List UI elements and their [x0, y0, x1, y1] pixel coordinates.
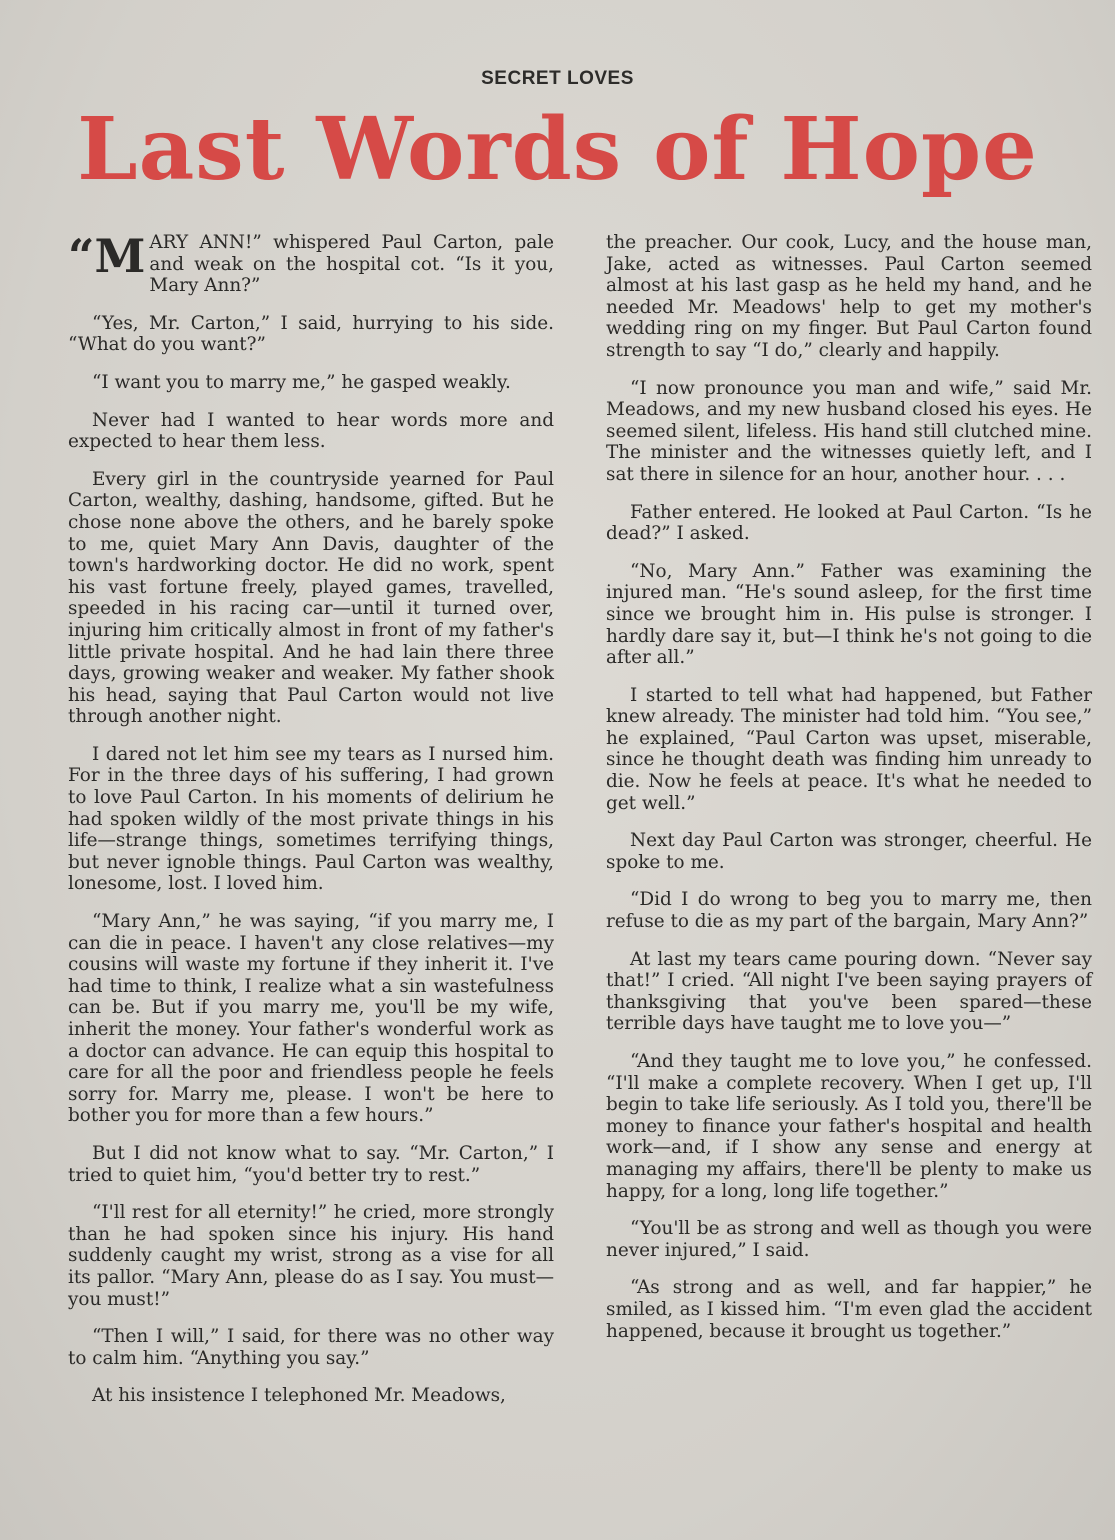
- paragraph: “As strong and as well, and far happier,” he smiled, as I kissed him. “I'm even glad the accident happened, because it brought us together.”: [606, 1277, 1092, 1342]
- drop-cap-letter: M: [94, 229, 146, 283]
- magazine-name: SECRET LOVES: [481, 68, 634, 89]
- paragraph: I dared not let him see my tears as I nursed him. For in the three days of his suffering, I had grown to love Paul Carton. In his moments of delirium he had spoken wildly of the most private things in his life—strange things, sometimes terrifying things, but never ignoble things. Paul Carton was wealthy, lonesome, lost. I loved him.: [68, 743, 554, 895]
- paragraph: “Mary Ann,” he was saying, “if you marry me, I can die in peace. I haven't any close relatives—my cousins will waste my fortune if they inherit it. I've had time to think, I realize what a sin wastefulness can be. But if you marry me, you'll be my wife, inherit the money. Your father's wonderful work as a doctor can advance. He can equip this hospital to care for all the poor and friendless people he feels sorry for. Marry me, please. I won't be here to bother you for more than a few hours.”: [68, 911, 554, 1127]
- opening-paragraph: [68, 229, 554, 297]
- paragraph: “And they taught me to love you,” he confessed. “I'll make a complete recovery. When I get up, I'll begin to take life seriously. As I told you, there'll be money to finance your father's hospital and health work—and, if I show any sense and energy at managing my affairs, there'll be plenty to make us happy, for a long, long life together.”: [606, 1051, 1092, 1202]
- paragraph: “No, Mary Ann.” Father was examining the injured man. “He's sound asleep, for the first time since we brought him in. His pulse is stronger. I hardly dare say it, but—I think he's not going to die after all.”: [606, 560, 1092, 669]
- left-column: [68, 229, 554, 1423]
- drop-cap: [68, 229, 146, 283]
- paragraph: But I did not know what to say. “Mr. Carton,” I tried to quiet him, “you'd better try to rest.”: [68, 1142, 554, 1186]
- story-title: Last Words of Hope: [77, 99, 1038, 200]
- continued-paragraph: the preacher. Our cook, Lucy, and the house man, Jake, acted as witnesses. Paul Carton seemed almost at his last gasp as he held my hand, and he needed Mr. Meadows' help to get my mother's wedding ring on my finger. But Paul Carton found strength to say “I do,” clearly and happily.: [606, 232, 1092, 361]
- paragraph: “I want you to marry me,” he gasped weakly.: [92, 371, 511, 393]
- paragraph: “Did I do wrong to beg you to marry me, then refuse to die as my part of the bargain, Mary Ann?”: [606, 889, 1092, 933]
- drop-cap-quote: “: [68, 229, 95, 283]
- paragraph: At last my tears came pouring down. “Never say that!” I cried. “All night I've been saying prayers of thanksgiving that you've been spared—these terrible days have taught me to love you—”: [606, 948, 1092, 1035]
- paragraph: At his insistence I telephoned Mr. Meadows,: [92, 1385, 506, 1407]
- paragraph: “I now pronounce you man and wife,” said Mr. Meadows, and my new husband closed his eyes. He seemed silent, lifeless. His hand still clutched mine. The minister and the witnesses quietly left, and I sat there in silence for an hour, another hour. . . .: [606, 377, 1092, 485]
- opening-text: ARY ANN!” whispered Paul Carton, pale and weak on the hospital cot. “Is it you, Mary Ann?”: [149, 232, 554, 297]
- paragraph: Father entered. He looked at Paul Carton. “Is he dead?” I asked.: [606, 501, 1092, 545]
- paragraph: Next day Paul Carton was stronger, cheerful. He spoke to me.: [606, 830, 1092, 873]
- paragraph: Every girl in the countryside yearned for Paul Carton, wealthy, dashing, handsome, gifted. But he chose none above the others, and he barely spoke to me, quiet Mary Ann Davis, daughter of the town's hardworking doctor. He did no work, spent his vast fortune freely, played games, travelled, speeded in his racing car—until it turned over, injuring him critically almost in front of my father's little private hospital. And he had lain there three days, growing weaker and weaker. My father shook his head, saying that Paul Carton would not live through another night.: [68, 468, 554, 728]
- paragraph: I started to tell what had happened, but Father knew already. The minister had told him. “You see,” he explained, “Paul Carton was upset, miserable, since he thought death was finding him unready to die. Now he feels at peace. It's what he needed to get well.”: [606, 684, 1092, 814]
- paragraph: “I'll rest for all eternity!” he cried, more strongly than he had spoken since his injury. His hand suddenly caught my wrist, strong as a vise for all its pallor. “Mary Ann, please do as I say. You must—you must!”: [68, 1202, 554, 1310]
- paragraph: Never had I wanted to hear words more and expected to hear them less.: [68, 409, 554, 453]
- paragraph: “Then I will,” I said, for there was no other way to calm him. “Anything you say.”: [68, 1326, 554, 1369]
- right-column: [606, 232, 1092, 1358]
- paragraph: “Yes, Mr. Carton,” I said, hurrying to his side. “What do you want?”: [68, 312, 554, 356]
- paragraph: “You'll be as strong and well as though you were never injured,” I said.: [606, 1218, 1092, 1261]
